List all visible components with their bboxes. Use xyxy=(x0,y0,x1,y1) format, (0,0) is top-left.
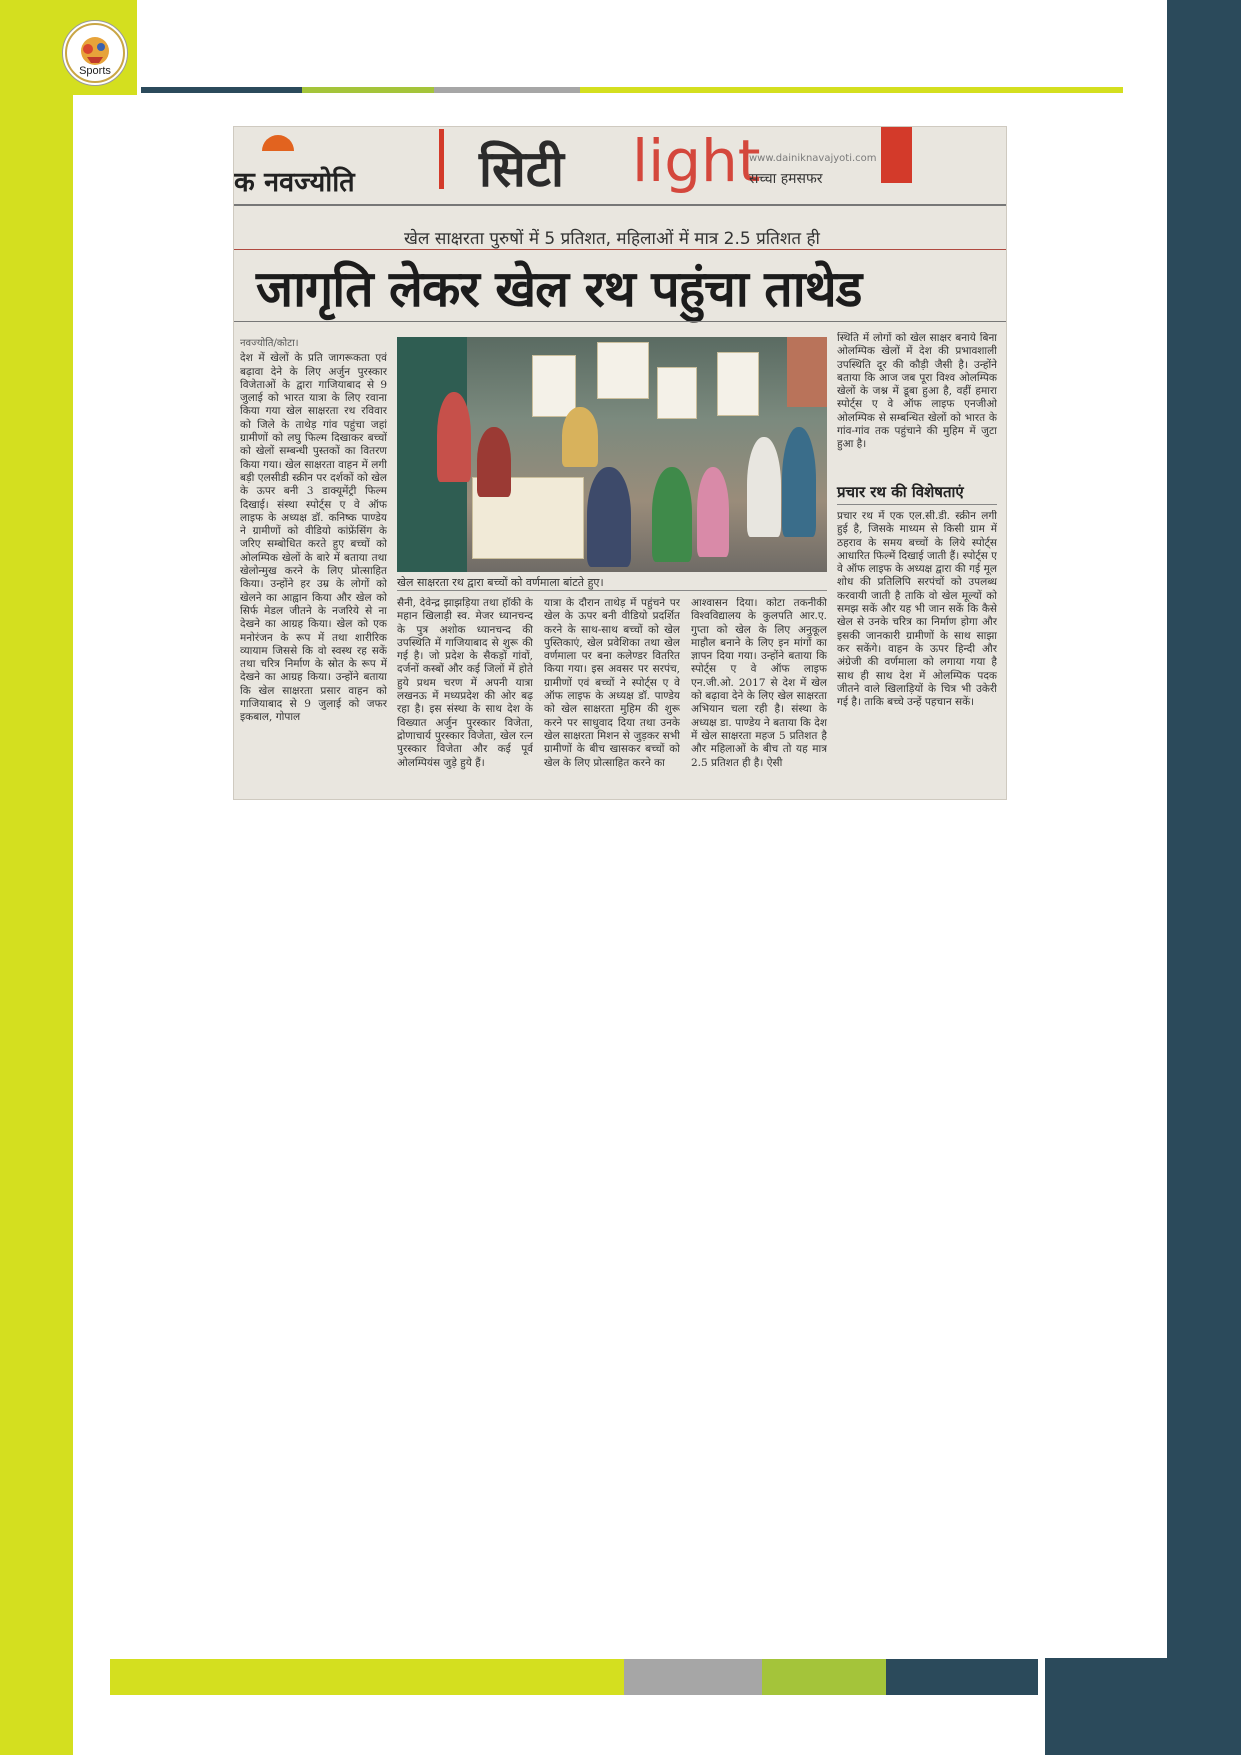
subheadline-rule xyxy=(234,249,1006,250)
sunrise-logo-icon xyxy=(262,135,294,151)
section-title-city: सिटी xyxy=(479,140,564,198)
photo-caption: खेल साक्षरता रथ द्वारा बच्चों को वर्णमाला बांटते हुए। xyxy=(397,576,604,589)
sports-logo xyxy=(62,20,128,86)
masthead-red-block xyxy=(881,127,912,183)
side-heading: प्रचार रथ की विशेषताएं xyxy=(837,483,964,501)
article-column-5-bottom: प्रचार रथ में एक एल.सी.डी. स्क्रीन लगी हुई है, जिसके माध्यम से किसी ग्राम में ठहराव के समय बच्चों के लिये स्पोर्ट्स आधारित फिल्में दिखाई जाती हैं। स्पोर्ट्स ए वे ऑफ लाइफ के अध्यक्ष द्वारा की गई मूल शोध की प्रतिलिपि सरपंचों को उपलब्ध करवायी जाती है ताकि वो खेल मूल्यों को समझ सकें और यह भी जान सकें कि कैसे खेल से उनके चरित्र का निर्माण होगा और इसकी जानकारी ग्रामीणों के साथ साझा कर सकेंगे। वाहन के ऊपर हिन्दी और अंग्रेजी की वर्णमाला को लगाया गया है साथ ही साथ देश में ओलम्पिक पदक जीतने वाले खिलाड़ियों के चित्र भी उकेरी गई है। ताकि बच्चे उन्हें पहचान सकें। xyxy=(837,510,997,709)
column-1-text: देश में खेलों के प्रति जागरूकता एवं बढ़ावा देने के लिए अर्जुन पुरस्कार विजेताओं के द्वारा गाजियाबाद से 9 जुलाई को भारत यात्रा के लिए रवाना किया गया खेल साक्षरता रथ रविवार को जिले के ताथेड़ गांव पहुंचा जहां ग्रामीणों को लघु फिल्म दिखाकर बच्चों को खेलों सम्बन्धी पुस्तकों का वितरण किया गया। खेल साक्षरता वाहन में लगी बड़ी एलसीडी स्क्रीन पर दर्शकों को खेल के ऊपर बनी 3 डाक्यूमेंट्री फिल्म दिखाई। संस्था स्पोर्ट्स ए वे ऑफ लाइफ के अध्यक्ष डॉ. कनिष्क पाण्डेय ने ग्रामीणों को वीडियो कांफ्रेंसिंग के जरिए सम्बोधित करते हुए बच्चों को ओलम्पिक खेलों के बारे में बताया तथा खेलोन्मुख करने के लिए प्रोत्साहित किया। उन्होंने हर उम्र के लोगों को खेलने का आह्वान किया और खेल को सिर्फ मेडल जीतने के नजरिये से ना देखने का आग्रह किया। खेल को एक मनोरंजन के रूप में तथा शारीरिक व्यायाम जिससे कि वो स्वस्थ रह सकें तथा चरित्र निर्माण के स्रोत के रूप में देखने का आग्रह किया। उन्होंने बताया कि खेल साक्षरता प्रसार वाहन को गाजियाबाद से 9 जुलाई को जफर इकबाल, गोपाल xyxy=(240,352,387,724)
masthead-rule xyxy=(234,204,1006,206)
article-column-5-top: स्थिति में लोगों को खेल साक्षर बनाये बिना ओलम्पिक खेलों में देश की प्रभावशाली उपस्थिति दूर की कौड़ी जैसी है। उन्होंने बताया कि आज जब पूरा विश्व ओलम्पिक खेलों के जश्न में डूबा हुआ है, वहीं हमारा स्पोर्ट्स ए वे ऑफ लाइफ एनजीओ ओलम्पिक से सम्बन्धित खेलों को भारत के गांव-गांव तक पहुंचाने की मुहिम में जुटा हुआ है। xyxy=(837,332,997,451)
caption-rule xyxy=(397,590,827,591)
newspaper-clipping xyxy=(234,127,1006,799)
article-byline: नवज्योति/कोटा। xyxy=(240,338,299,349)
article-column-4: आश्वासन दिया। कोटा तकनीकी विश्वविद्यालय के कुलपति आर.ए. गुप्ता को खेल के लिए अनुकूल माहौल बनाने के लिए इन मांगों का ज्ञापन दिया गया। उन्होंने बताया कि स्पोर्ट्स ए वे ऑफ लाइफ एन.जी.ओ. 2017 से देश में खेल को बढ़ावा देने के लिए खेल साक्षरता अभियान चला रही है। संस्था के अध्यक्ष डा. पाण्डेय ने बताया कि देश में खेल साक्षरता महज 5 प्रतिशत है और महिलाओं के बीच तो यह मात्र 2.5 प्रतिशत ही है। ऐसी xyxy=(691,597,827,769)
newspaper-tagline: सच्चा हमसफर xyxy=(749,171,823,187)
newspaper-name: क नवज्योति xyxy=(234,167,355,198)
masthead-divider xyxy=(439,129,444,189)
newspaper-url: www.dainiknavajyoti.com xyxy=(749,153,877,164)
left-accent-bar xyxy=(0,0,73,1755)
side-heading-rule xyxy=(837,504,997,505)
article-headline: जागृति लेकर खेल रथ पहुंचा ताथेड xyxy=(256,260,862,318)
bottom-right-block xyxy=(1045,1658,1241,1755)
article-column-3: यात्रा के दौरान ताथेड़ में पहुंचने पर खेल के ऊपर बनी वीडियो प्रदर्शित करने के साथ-साथ बच्चों को खेल पुस्तिकाएं, खेल प्रवेशिका तथा खेल वर्णमाला पर बना कलेण्डर वितरित किया गया। इस अवसर पर सरपंच, ग्रामीणों एवं बच्चों ने स्पोर्ट्स ए वे ऑफ लाइफ के अध्यक्ष डॉ. पाण्डेय को खेल साक्षरता मुहिम की शुरू करने पर साधुवाद दिया तथा उनके खेल साक्षरता मिशन से जुड़कर सभी ग्रामीणों के बीच खासकर बच्चों को खेल के लिए प्रोत्साहित करने का xyxy=(544,597,680,769)
article-subheadline: खेल साक्षरता पुरुषों में 5 प्रतिशत, महिलाओं में मात्र 2.5 प्रतिशत ही xyxy=(404,229,820,249)
article-photo xyxy=(397,337,827,572)
article-column-2: सैनी, देवेन्द्र झाझड़िया तथा हॉकी के महान खिलाड़ी स्व. मेजर ध्यानचन्द के पुत्र अशोक ध्यानचन्द की उपस्थिति में गाजियाबाद से शुरू की गई है। जो प्रदेश के सैकड़ों गांवों, दर्जनों कस्बों और कई जिलों में होते हुये प्रथम चरण में अपनी यात्रा लखनऊ में मध्यप्रदेश की ओर बढ़ रहा है। इस संस्था के साथ देश के विख्यात अर्जुन पुरस्कार विजेता, द्रोणाचार्य पुरस्कार विजेता, खेल रत्न पुरस्कार विजेता और कई पूर्व ओलम्पियंस जुड़े हुये हैं। xyxy=(397,597,533,769)
logo-label: Sports xyxy=(79,65,111,77)
section-title-light: light xyxy=(632,127,761,195)
headline-rule xyxy=(234,321,1006,322)
article-column-1 xyxy=(240,337,387,792)
right-accent-bar xyxy=(1167,0,1241,1755)
